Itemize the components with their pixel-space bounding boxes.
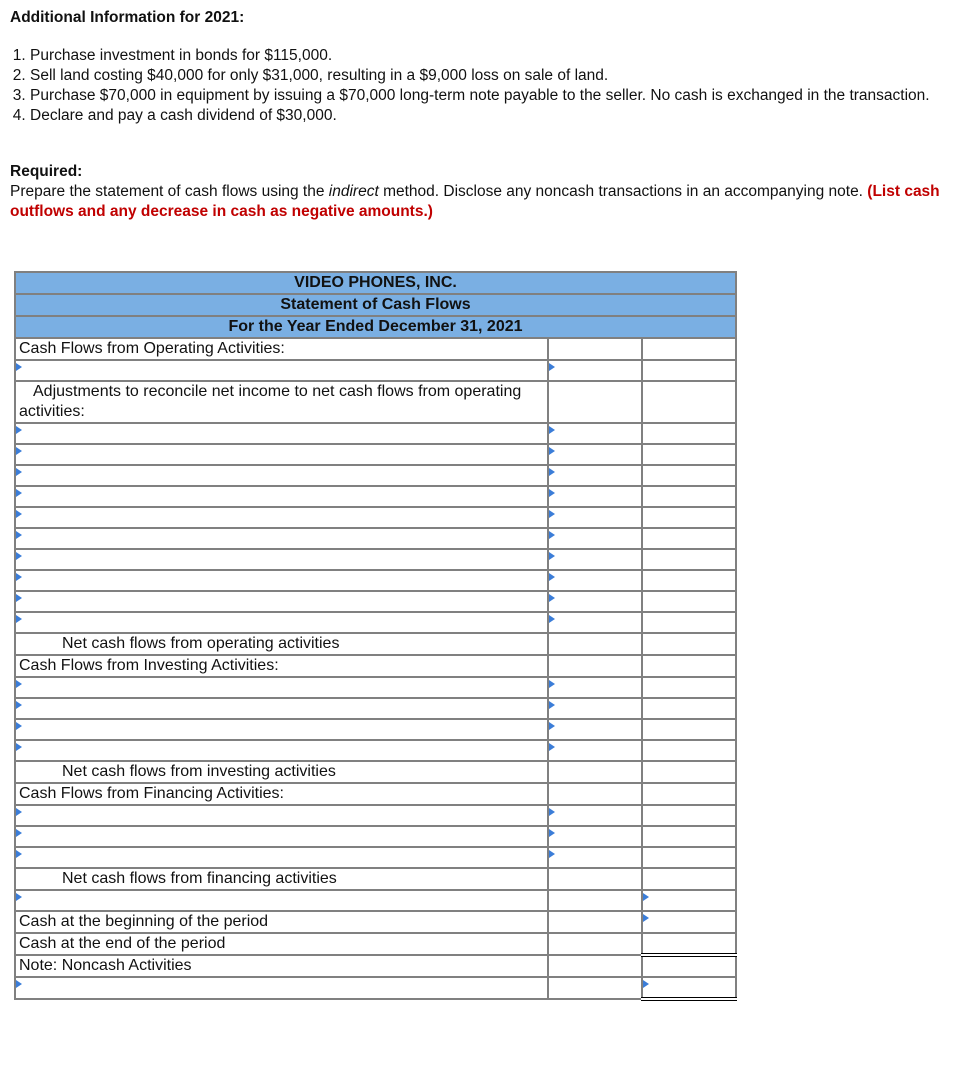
investing-heading: Cash Flows from Investing Activities: (15, 655, 548, 677)
required-text-2: method. Disclose any noncash transactions in an accompanying note. (378, 183, 868, 200)
net-operating-input[interactable] (548, 633, 642, 655)
account-dropdown[interactable] (15, 570, 548, 591)
account-dropdown[interactable] (15, 486, 548, 507)
account-dropdown[interactable] (15, 528, 548, 549)
account-dropdown[interactable] (15, 507, 548, 528)
input-row (15, 570, 736, 591)
account-dropdown[interactable] (15, 549, 548, 570)
account-dropdown[interactable] (15, 465, 548, 486)
input-row (15, 360, 736, 381)
cash-begin-input[interactable] (642, 911, 736, 933)
input-row (15, 549, 736, 570)
net-financing-input[interactable] (548, 868, 642, 890)
net-change-input[interactable] (642, 890, 736, 911)
input-row (15, 847, 736, 868)
amount-input[interactable] (548, 698, 642, 719)
amount-input[interactable] (548, 570, 642, 591)
account-dropdown[interactable] (15, 591, 548, 612)
account-dropdown[interactable] (15, 698, 548, 719)
input-row (15, 507, 736, 528)
amount-input[interactable] (548, 677, 642, 698)
input-row (15, 805, 736, 826)
input-row (15, 591, 736, 612)
amount-input[interactable] (548, 549, 642, 570)
account-dropdown[interactable] (15, 423, 548, 444)
input-row (15, 977, 736, 999)
amount-input[interactable] (548, 444, 642, 465)
input-row (15, 465, 736, 486)
statement-period: For the Year Ended December 31, 2021 (15, 316, 736, 338)
input-row (15, 677, 736, 698)
amount-input[interactable] (548, 826, 642, 847)
net-financing-label: Net cash flows from financing activities (15, 868, 548, 890)
amount-input[interactable] (548, 612, 642, 633)
required-section (10, 162, 945, 222)
info-item: 3. Purchase $70,000 in equipment by issuing a $70,000 long-term note payable to the seller. No cash is exchanged in the transaction. (30, 86, 945, 106)
input-row (15, 740, 736, 761)
input-row (15, 826, 736, 847)
required-label: Required: (10, 163, 83, 180)
noncash-amount-input[interactable] (642, 977, 736, 999)
required-instruction: (List cash outflows and any decrease in cash as negative amounts.) (10, 183, 940, 220)
account-dropdown[interactable] (15, 612, 548, 633)
account-dropdown[interactable] (15, 677, 548, 698)
account-dropdown[interactable] (15, 719, 548, 740)
cash-flow-statement-table (14, 271, 737, 1001)
amount-input[interactable] (548, 360, 642, 381)
required-text: Prepare the statement of cash flows using the (10, 183, 329, 200)
cash-end-input[interactable] (642, 933, 736, 955)
input-row (15, 528, 736, 549)
account-dropdown[interactable] (15, 444, 548, 465)
net-change-row (15, 890, 736, 911)
net-change-dropdown[interactable] (15, 890, 548, 911)
noncash-dropdown[interactable] (15, 977, 548, 999)
cash-begin-label: Cash at the beginning of the period (15, 911, 548, 933)
input-row (15, 698, 736, 719)
net-investing-label: Net cash flows from investing activities (15, 761, 548, 783)
amount-input[interactable] (548, 507, 642, 528)
operating-heading: Cash Flows from Operating Activities: (15, 338, 548, 360)
amount-input[interactable] (548, 847, 642, 868)
input-row (15, 444, 736, 465)
input-row (15, 423, 736, 444)
info-title: Additional Information for 2021: (10, 9, 245, 26)
amount-input[interactable] (548, 528, 642, 549)
amount-input[interactable] (548, 805, 642, 826)
amount-input[interactable] (548, 423, 642, 444)
info-item: 2. Sell land costing $40,000 for only $31,000, resulting in a $9,000 loss on sale of land. (30, 66, 945, 86)
amount-input[interactable] (548, 591, 642, 612)
account-dropdown[interactable] (15, 847, 548, 868)
required-emphasis: indirect (328, 183, 379, 200)
net-operating-label: Net cash flows from operating activities (15, 633, 548, 655)
input-row (15, 612, 736, 633)
statement-title: Statement of Cash Flows (15, 294, 736, 316)
info-item: 1. Purchase investment in bonds for $115,000. (30, 46, 945, 66)
amount-input[interactable] (548, 740, 642, 761)
cash-end-label: Cash at the end of the period (15, 933, 548, 955)
account-dropdown[interactable] (15, 826, 548, 847)
input-row (15, 719, 736, 740)
info-list (10, 46, 945, 126)
account-dropdown[interactable] (15, 805, 548, 826)
input-row (15, 486, 736, 507)
amount-input[interactable] (548, 719, 642, 740)
amount-input[interactable] (548, 486, 642, 507)
company-name: VIDEO PHONES, INC. (15, 272, 736, 294)
account-dropdown[interactable] (15, 360, 548, 381)
net-investing-input[interactable] (548, 761, 642, 783)
amount-input[interactable] (548, 465, 642, 486)
account-dropdown[interactable] (15, 740, 548, 761)
info-item: 4. Declare and pay a cash dividend of $30,000. (30, 106, 945, 126)
adjustments-label: Adjustments to reconcile net income to net cash flows from operating activities: (15, 381, 548, 423)
financing-heading: Cash Flows from Financing Activities: (15, 783, 548, 805)
noncash-note-label: Note: Noncash Activities (15, 955, 548, 977)
